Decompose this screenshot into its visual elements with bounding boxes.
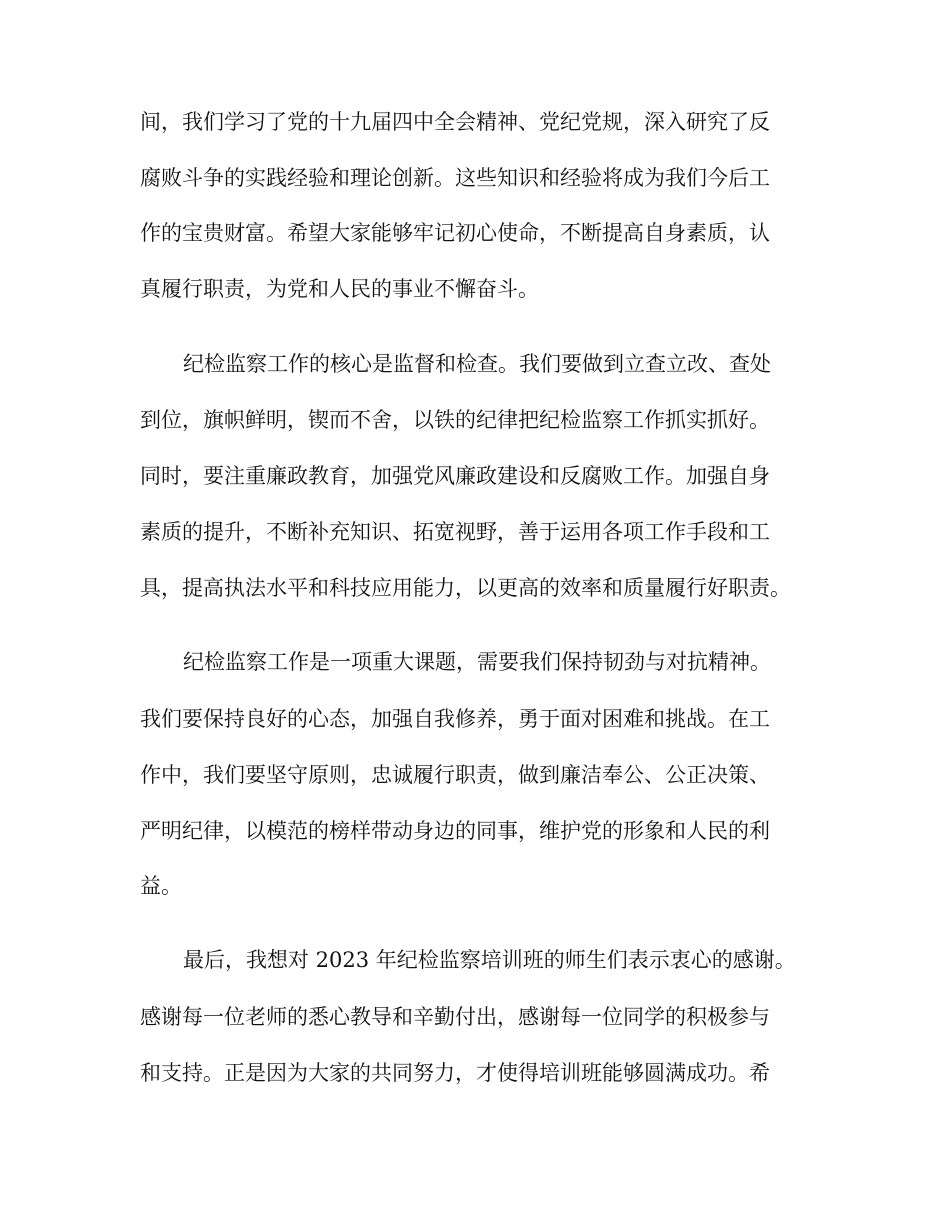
paragraph-line: 纪检监察工作是一项重大课题，需要我们保持韧劲与对抗精神。 [183, 650, 771, 674]
paragraph-line: 具，提高执法水平和科技应用能力，以更高的效率和质量履行好职责。 [140, 576, 791, 600]
paragraph-line: 间，我们学习了党的十九届四中全会精神、党纪党规，深入研究了反 [140, 110, 770, 134]
paragraph-line: 素质的提升，不断补充知识、拓宽视野，善于运用各项工作手段和工 [140, 520, 770, 544]
paragraph-line: 最后，我想对 2023 年纪检监察培训班的师生们表示衷心的感谢。 [183, 948, 796, 972]
paragraph-line: 我们要保持良好的心态，加强自我修养，勇于面对困难和挑战。在工 [140, 707, 770, 731]
paragraph-line: 纪检监察工作的核心是监督和检查。我们要做到立查立改、查处 [183, 352, 771, 376]
paragraph-line: 到位，旗帜鲜明，锲而不舍，以铁的纪律把纪检监察工作抓实抓好。 [140, 408, 770, 432]
paragraph-line: 真履行职责，为党和人民的事业不懈奋斗。 [140, 277, 539, 301]
paragraph-line: 益。 [140, 874, 182, 898]
paragraph-line: 作的宝贵财富。希望大家能够牢记初心使命，不断提高自身素质，认 [140, 221, 770, 245]
paragraph-line: 同时，要注重廉政教育，加强党风廉政建设和反腐败工作。加强自身 [140, 464, 770, 488]
paragraph-line: 严明纪律，以模范的榜样带动身边的同事，维护党的形象和人民的利 [140, 819, 770, 843]
paragraph-line: 和支持。正是因为大家的共同努力，才使得培训班能够圆满成功。希 [140, 1061, 770, 1085]
paragraph-line: 感谢每一位老师的悉心教导和辛勤付出，感谢每一位同学的积极参与 [140, 1005, 770, 1029]
paragraph-line: 作中，我们要坚守原则，忠诚履行职责，做到廉洁奉公、公正决策、 [140, 763, 770, 787]
paragraph-line: 腐败斗争的实践经验和理论创新。这些知识和经验将成为我们今后工 [140, 166, 770, 190]
